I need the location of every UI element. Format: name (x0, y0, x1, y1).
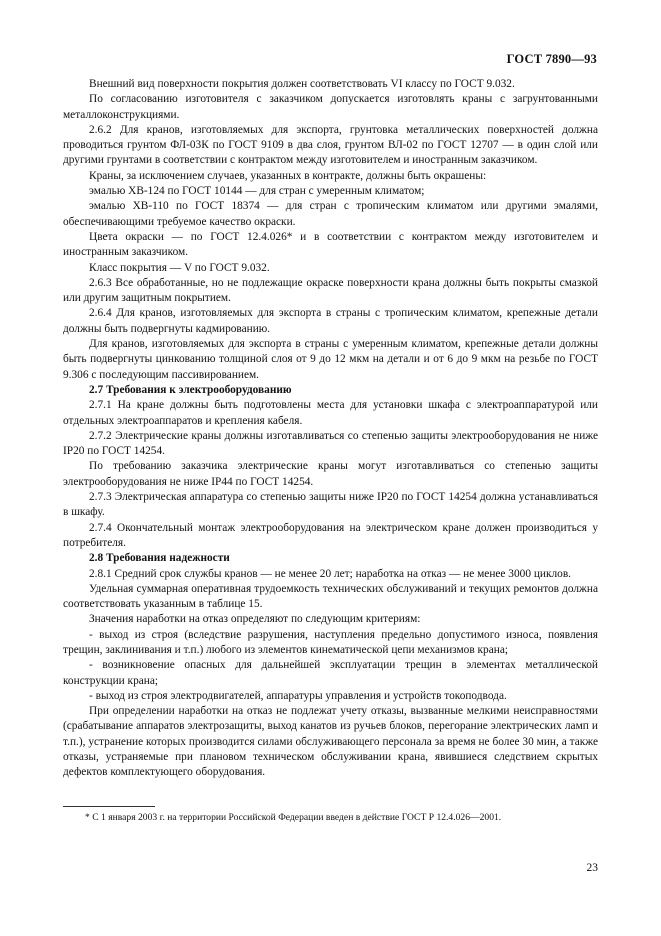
paragraph: Класс покрытия — V по ГОСТ 9.032. (89, 261, 270, 274)
paragraph: эмалью ХВ-110 по ГОСТ 18374 — для стран с тропическим климатом или другими эмалями, обеспечивающими требуемое качество окраски. (63, 200, 598, 228)
paragraph: 2.6.2 Для кранов, изготовляемых для экспорта, грунтовка металлических поверхностей должна проводиться грунтом ФЛ-03К по ГОСТ 9109 в два слоя, грунтом ВЛ-02 по ГОСТ 12707 — в один слой или другими грунтами в соответствии с контрактом между изготовителем и иностранным заказчиком. (63, 123, 598, 167)
paragraph: 2.7.4 Окончательный монтаж электрооборудования на электрическом кране должен производиться у потребителя. (63, 521, 598, 549)
paragraph: При определении наработки на отказ не подлежат учету отказы, вызванные мелкими неисправностями (срабатывание аппаратов электрозащиты, выход канатов из ручьев блоков, перегорание электрических ламп и т.п.), устранение которых производится силами обслуживающего персонала за время не более 30 мин, а также отказы, устраняемые при плановом техническом обслуживании крана, явившиеся следствием скрытых дефектов комплектующего оборудования. (63, 705, 598, 779)
paragraph: 2.6.3 Все обработанные, но не подлежащие окраске поверхности крана должны быть покрыты смазкой или другим защитным покрытием. (63, 276, 598, 305)
paragraph: Краны, за исключением случаев, указанных в контракте, должны быть окрашены: (89, 169, 487, 182)
list-item: - выход из строя электродвигателей, аппаратуры управления и устройств токоподвода. (89, 689, 507, 702)
paragraph: Удельная суммарная оперативная трудоемкость технических обслуживаний и текущих ремонтов должна соответствовать указанным в таблице 15. (63, 582, 598, 611)
section-heading: 2.8 Требования надежности (89, 552, 230, 565)
paragraph: 2.7.3 Электрическая аппаратура со степенью защиты ниже IP20 по ГОСТ 14254 должна устанавливаться в шкафу. (63, 491, 598, 519)
paragraph: эмалью ХВ-124 по ГОСТ 10144 — для стран с умеренным климатом; (89, 185, 425, 198)
paragraph: Цвета окраски — по ГОСТ 12.4.026* и в соответствии с контрактом между изготовителем и иностранным заказчиком. (63, 230, 598, 259)
paragraph: По согласованию изготовителя с заказчиком допускается изготовлять краны с загрунтованными металлоконструкциями. (63, 93, 598, 121)
paragraph: 2.6.4 Для кранов, изготовляемых для экспорта в страны с тропическим климатом, крепежные детали должны быть подвергнуты кадмированию. (63, 307, 598, 335)
list-item: - выход из строя (вследствие разрушения, наступления предельно допустимого износа, появления трещин, заклинивания и т.п.) любого из элементов кинематической цепи механизмов крана; (63, 628, 598, 656)
paragraph: 2.8.1 Средний срок службы кранов — не менее 20 лет; наработка на отказ — не менее 3000 циклов. (89, 567, 572, 580)
footnote-divider (63, 806, 155, 807)
paragraph: Внешний вид поверхности покрытия должен соответствовать VI классу по ГОСТ 9.032. (89, 78, 515, 90)
paragraph: 2.7.1 На кране должны быть подготовлены места для установки шкафа с электроаппаратурой или отдельных электроаппаратов и крепления кабеля. (63, 399, 598, 427)
list-item: - возникновение опасных для дальнейшей эксплуатации трещин в элементах металлической конструкции крана; (63, 659, 598, 687)
paragraph: Значения наработки на отказ определяют по следующим критериям: (89, 613, 421, 626)
page-number: 23 (586, 862, 598, 874)
document-header: ГОСТ 7890—93 (506, 52, 597, 66)
paragraph: Для кранов, изготовляемых для экспорта в страны с умеренным климатом, крепежные детали должны быть подвергнуты цинкованию толщиной слоя от 9 до 12 мкм на детали и от 6 до 9 мкм на резьбе по ГОСТ 9.306 с последующим пассивированием. (63, 338, 598, 381)
paragraph: 2.7.2 Электрические краны должны изготавливаться со степенью защиты электрооборудования не ниже IP20 по ГОСТ 14254. (63, 429, 598, 458)
document-body (63, 77, 598, 781)
section-heading: 2.7 Требования к электрооборудованию (89, 383, 292, 396)
footnote: * С 1 января 2003 г. на территории Российской Федерации введен в действие ГОСТ Р 12.4.026—2001. (85, 812, 502, 823)
paragraph: По требованию заказчика электрические краны могут изготавливаться со степенью защиты электрооборудования не ниже IP44 по ГОСТ 14254. (63, 460, 598, 488)
